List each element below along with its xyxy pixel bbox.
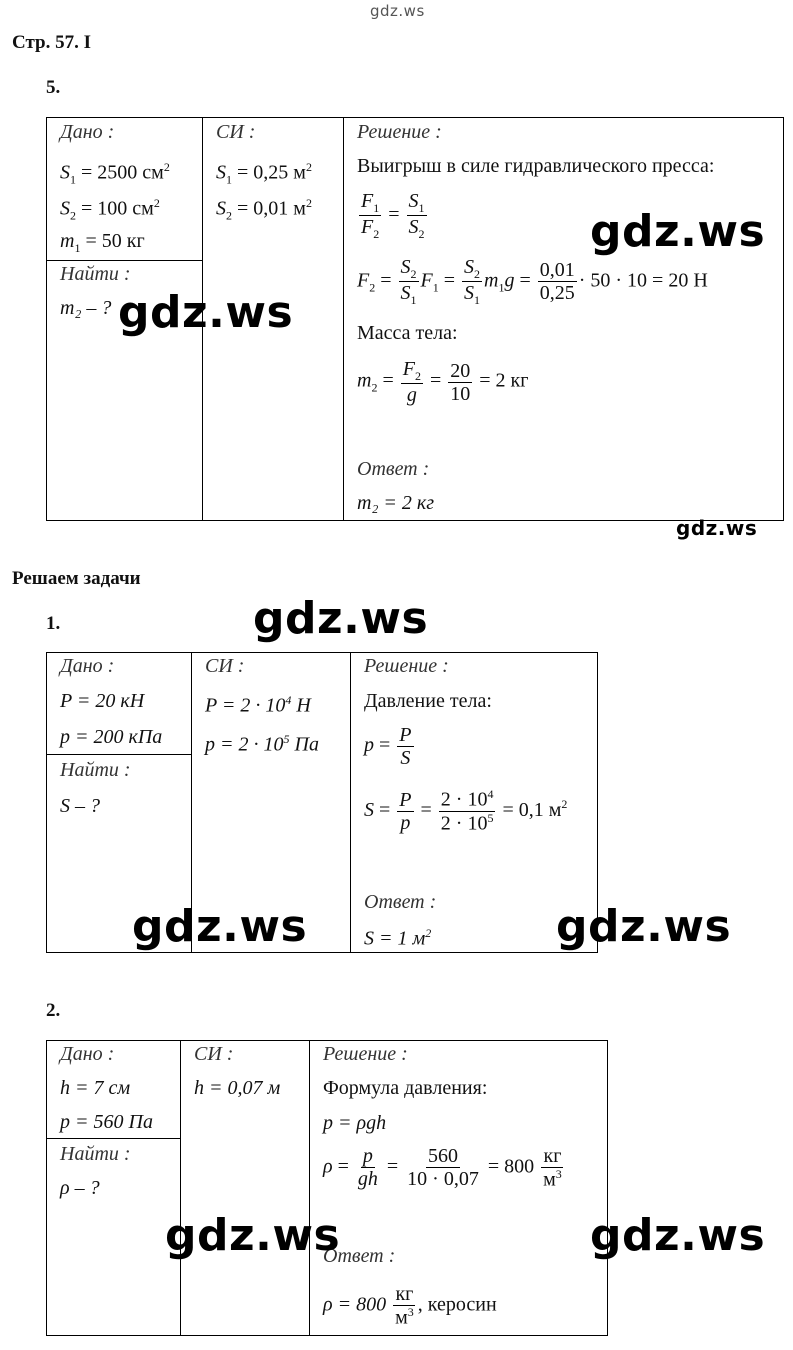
solution-text: Формула давления: — [323, 1077, 488, 1099]
si-s2: $S_2 = 0,01$ $м^2$ — [216, 196, 312, 223]
formula-f2: $F_2$ = $\frac{S_2}{S_1}$ $F_1$ = $\frac{S_2}{S_1}$ $m_1g$ = $\frac{0,01}{0,25}$ · 50 · 10 = 20 Н — [357, 256, 708, 308]
problem-5-number: 5. — [46, 77, 61, 98]
answer-label: Ответ : — [357, 458, 430, 480]
si-label: СИ : — [194, 1043, 234, 1065]
answer-label: Ответ : — [364, 891, 437, 913]
given-pressure: p = 560 Па — [60, 1111, 153, 1133]
answer-density: ρ = 800 $\frac{кг}{м^3}$ , керосин — [323, 1283, 497, 1329]
find-area: S – ? — [60, 795, 100, 817]
si-pressure: $p = 2 \cdot 10^5$ Па — [205, 732, 319, 756]
formula-area: S = $\frac{P}{p}$ = $\frac{2 \cdot 10^4}{2 \cdot 10^5}$ = 0,1 $м^2$ — [364, 787, 568, 835]
given-label: Дано : — [60, 121, 115, 143]
si-label: СИ : — [205, 655, 245, 677]
si-weight: $P = 2 \cdot 10^4$ Н — [205, 693, 311, 717]
watermark: gdz.ws — [590, 1210, 766, 1261]
find-label: Найти : — [60, 263, 131, 285]
watermark: gdz.ws — [253, 593, 429, 644]
find-density: ρ – ? — [60, 1177, 100, 1199]
solution-label: Решение : — [323, 1043, 408, 1065]
si-label: СИ : — [216, 121, 256, 143]
page-heading: Стр. 57. I — [12, 32, 91, 53]
problem-2-number: 2. — [46, 1000, 61, 1021]
si-height: h = 0,07 м — [194, 1077, 281, 1099]
solution-text: Выигрыш в силе гидравлического пресса: — [357, 155, 715, 177]
answer-m2: m₂ = 2 кг — [357, 492, 435, 514]
find-label: Найти : — [60, 759, 131, 781]
given-s1: $S_1 = 2500$ $см^2$ — [60, 160, 170, 187]
watermark-top: gdz.ws — [370, 2, 425, 20]
given-s2: $S_2 = 100$ $см^2$ — [60, 196, 160, 223]
given-weight: P = 20 кН — [60, 690, 145, 712]
solution-label: Решение : — [364, 655, 449, 677]
find-label: Найти : — [60, 1143, 131, 1165]
find-m2: m₂ – ? — [60, 297, 112, 319]
formula-pressure: p = ρgh — [323, 1112, 387, 1134]
mass-label: Масса тела: — [357, 322, 458, 344]
formula-pressure: p = $\frac{P}{S}$ — [364, 724, 412, 769]
solution-text: Давление тела: — [364, 690, 492, 712]
watermark: gdz.ws — [165, 1210, 341, 1261]
answer-area: S = 1 $м^2$ — [364, 926, 432, 950]
section-heading: Решаем задачи — [12, 568, 141, 589]
formula-density: ρ = $\frac{p}{gh}$ = $\frac{560}{10 \cdot 0,07}$ = 800 $\frac{кг}{м^3}$ — [323, 1145, 562, 1191]
watermark: gdz.ws — [556, 901, 732, 952]
watermark: gdz.ws — [118, 287, 294, 338]
solution-label: Решение : — [357, 121, 442, 143]
given-pressure: p = 200 кПа — [60, 726, 163, 748]
given-height: h = 7 см — [60, 1077, 131, 1099]
formula-ratio: $\frac{F_1}{F_2}$ = $\frac{S_1}{S_2}$ — [361, 190, 425, 242]
watermark: gdz.ws — [676, 516, 758, 540]
given-m1: $m_1 = 50$ кг — [60, 230, 145, 255]
formula-m2: $m_2$ = $\frac{F_2}{g}$ = $\frac{20}{10}$ = 2 кг — [357, 358, 529, 407]
watermark: gdz.ws — [590, 206, 766, 257]
given-label: Дано : — [60, 655, 115, 677]
answer-label: Ответ : — [323, 1245, 396, 1267]
si-s1: $S_1 = 0,25$ $м^2$ — [216, 160, 312, 187]
problem-1-number: 1. — [46, 613, 61, 634]
watermark: gdz.ws — [132, 901, 308, 952]
given-label: Дано : — [60, 1043, 115, 1065]
